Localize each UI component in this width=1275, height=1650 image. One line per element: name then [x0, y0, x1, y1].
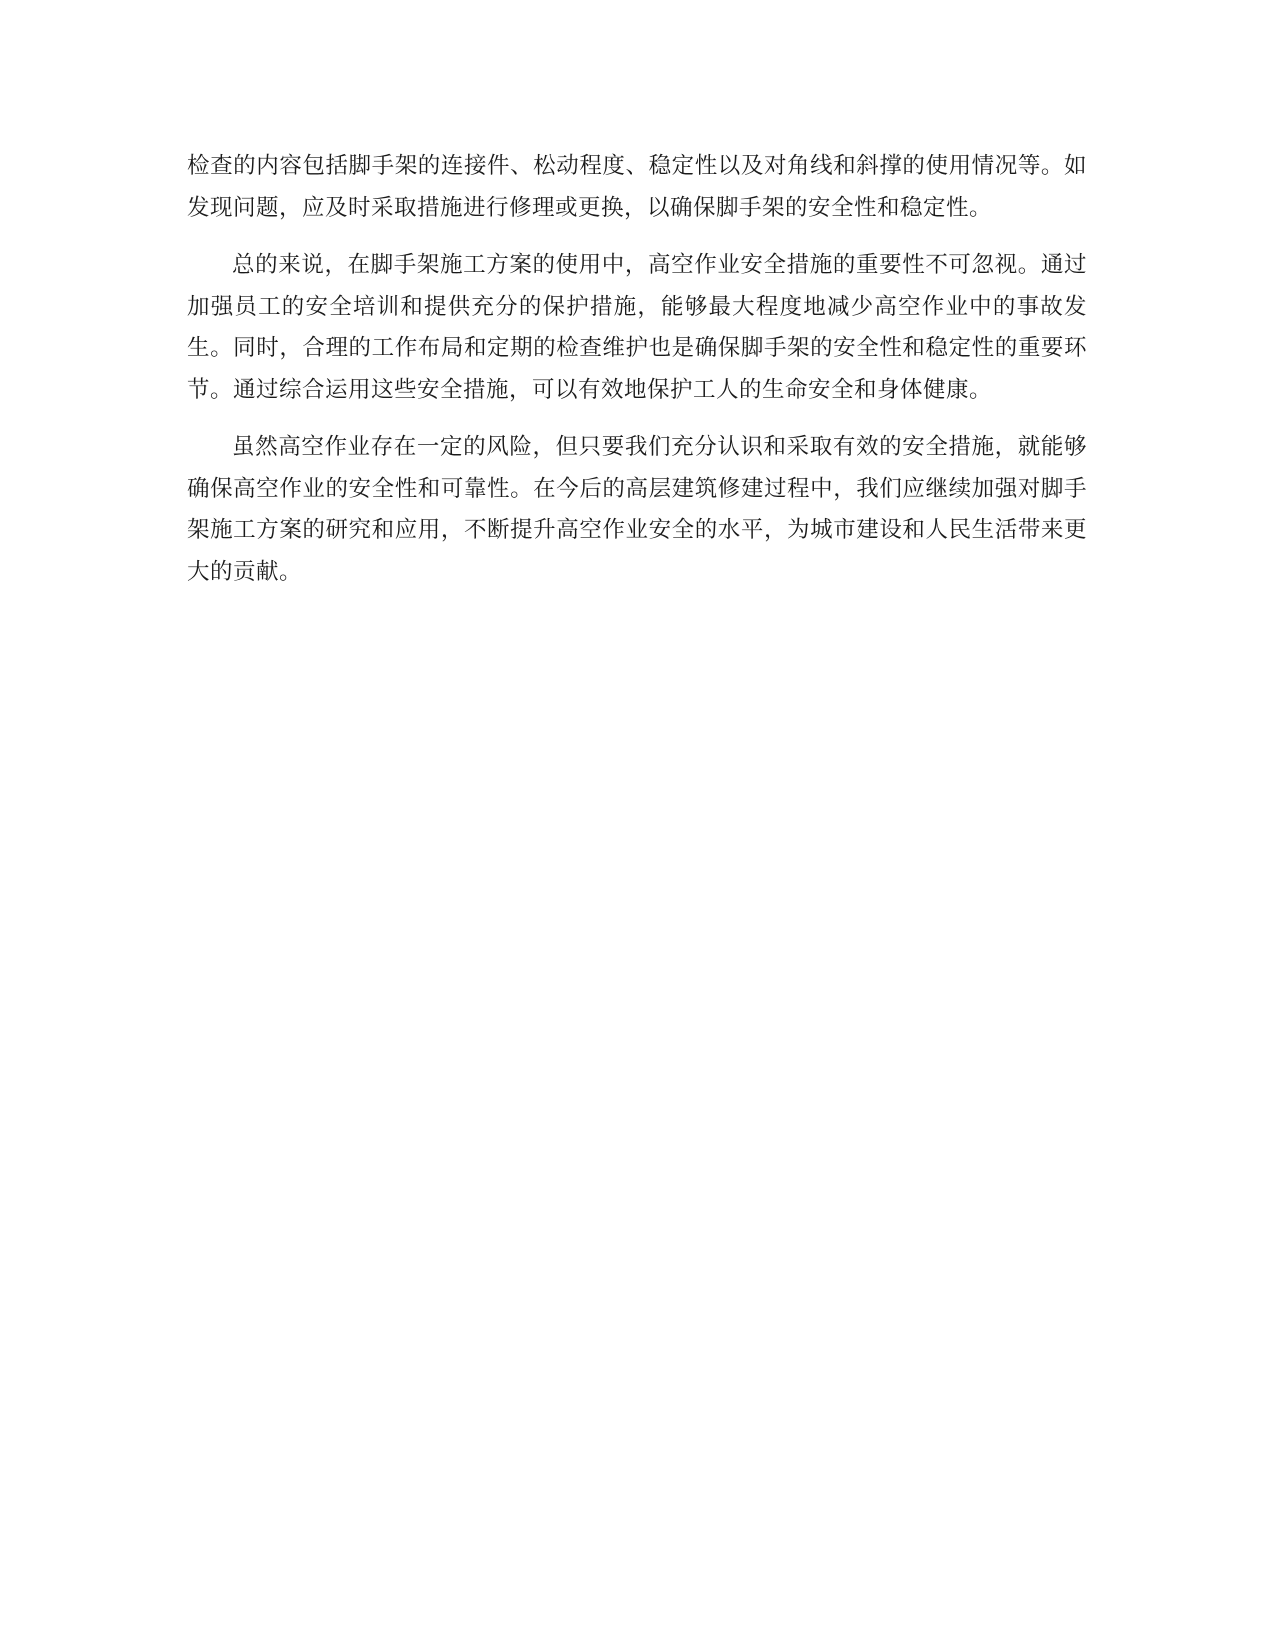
- paragraph-conclusion: 虽然高空作业存在一定的风险，但只要我们充分认识和采取有效的安全措施，就能够确保高空作业的安全性和可靠性。在今后的高层建筑修建过程中，我们应继续加强对脚手架施工方案的研究和应用，不断提升高空作业安全的水平，为城市建设和人民生活带来更大的贡献。: [187, 434, 1087, 585]
- paragraph-summary: 总的来说，在脚手架施工方案的使用中，高空作业安全措施的重要性不可忽视。通过加强员工的安全培训和提供充分的保护措施，能够最大程度地减少高空作业中的事故发生。同时，合理的工作布局和定期的检查维护也是确保脚手架的安全性和稳定性的重要环节。通过综合运用这些安全措施，可以有效地保护工人的生命安全和身体健康。: [187, 252, 1087, 403]
- paragraph-inspection: 检查的内容包括脚手架的连接件、松动程度、稳定性以及对角线和斜撑的使用情况等。如发现问题，应及时采取措施进行修理或更换，以确保脚手架的安全性和稳定性。: [187, 153, 1087, 221]
- document-body: [187, 146, 1087, 593]
